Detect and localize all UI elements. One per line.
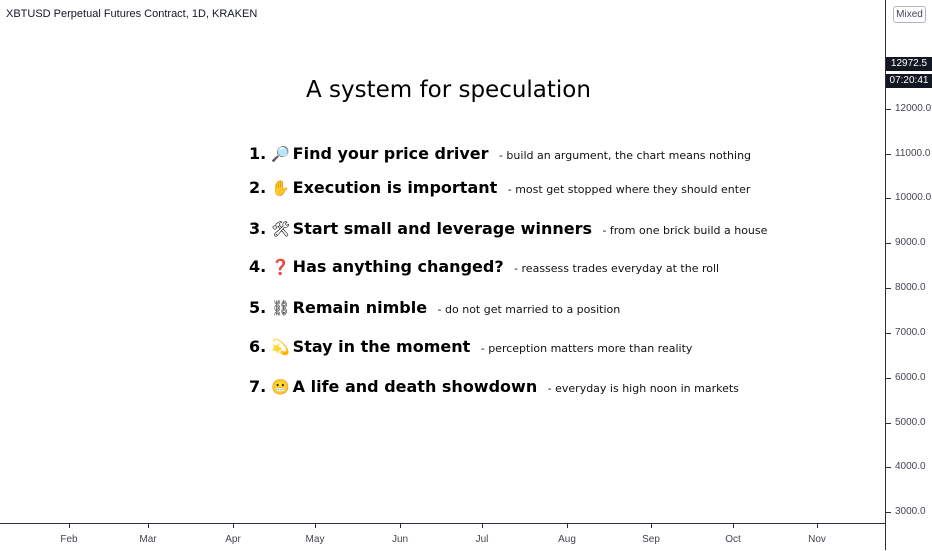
countdown-tag: 07:20:41 (886, 74, 932, 88)
list-item (249, 257, 719, 277)
item-note: - build an argument, the chart means nothing (498, 149, 752, 162)
item-note: - perception matters more than reality (480, 342, 693, 355)
price-tick (886, 154, 891, 155)
note-title: A system for speculation (306, 77, 591, 103)
item-note: - reassess trades everyday at the roll (514, 262, 720, 275)
price-tick (886, 243, 891, 244)
price-label: 3000.0 (895, 506, 926, 517)
list-item (249, 219, 767, 239)
dizzy-icon: 💫 (271, 339, 291, 356)
item-note: - everyday is high noon in markets (547, 382, 739, 395)
time-tick (233, 524, 234, 528)
item-number: 6. (249, 337, 267, 356)
time-label: Jul (475, 534, 489, 545)
time-label: Sep (642, 534, 660, 545)
time-label: Feb (60, 534, 78, 545)
list-item (249, 178, 750, 198)
item-main: Execution is important (292, 178, 498, 197)
item-number: 5. (249, 298, 267, 317)
time-label: Apr (225, 534, 241, 545)
price-label: 11000.0 (895, 148, 931, 159)
item-main: Remain nimble (292, 298, 428, 317)
price-tick (886, 512, 891, 513)
time-label: Aug (558, 534, 576, 545)
price-tick (886, 333, 891, 334)
list-item (249, 337, 692, 357)
item-main: Find your price driver (292, 144, 489, 163)
price-tick (886, 198, 891, 199)
price-tick (886, 467, 891, 468)
price-label: 4000.0 (895, 461, 926, 472)
magnifier-icon: 🔎 (271, 146, 291, 163)
item-main: A life and death showdown (292, 377, 538, 396)
item-number: 2. (249, 178, 267, 197)
current-price-tag: 12972.5 (886, 57, 932, 71)
time-label: May (305, 534, 325, 545)
price-tick (886, 109, 891, 110)
time-tick (651, 524, 652, 528)
item-main: Has anything changed? (292, 257, 504, 276)
time-label: Oct (725, 534, 741, 545)
item-number: 1. (249, 144, 267, 163)
time-label: Jun (391, 534, 409, 545)
price-label: 9000.0 (895, 237, 926, 248)
price-label: 10000.0 (895, 192, 932, 203)
price-tick (886, 423, 891, 424)
time-tick (733, 524, 734, 528)
scale-mode-button[interactable]: Mixed (893, 6, 926, 23)
tools-icon: 🛠 (271, 221, 291, 238)
chain-icon: ⛓ (271, 300, 291, 317)
time-tick (400, 524, 401, 528)
item-main: Start small and leverage winners (292, 219, 592, 238)
item-note: - from one brick build a house (602, 224, 768, 237)
time-tick (148, 524, 149, 528)
price-label: 5000.0 (895, 417, 926, 428)
time-tick (69, 524, 70, 528)
grimace-icon: 😬 (271, 379, 291, 396)
time-tick (482, 524, 483, 528)
item-main: Stay in the moment (292, 337, 471, 356)
hand-icon: ✋ (271, 180, 291, 197)
price-tick (886, 378, 891, 379)
item-number: 3. (249, 219, 267, 238)
item-note: - do not get married to a position (437, 303, 621, 316)
time-label: Nov (808, 534, 826, 545)
symbol-title[interactable]: XBTUSD Perpetual Futures Contract, 1D, KRAKEN (6, 8, 258, 20)
item-number: 7. (249, 377, 267, 396)
item-note: - most get stopped where they should enter (507, 183, 751, 196)
price-label: 8000.0 (895, 282, 926, 293)
list-item (249, 377, 739, 397)
time-tick (315, 524, 316, 528)
time-tick (817, 524, 818, 528)
list-item (249, 144, 751, 164)
item-number: 4. (249, 257, 267, 276)
time-axis[interactable] (0, 523, 885, 551)
time-tick (567, 524, 568, 528)
price-label: 12000.0 (895, 103, 932, 114)
price-label: 6000.0 (895, 372, 926, 383)
price-tick (886, 288, 891, 289)
price-label: 7000.0 (895, 327, 926, 338)
time-label: Mar (139, 534, 157, 545)
question-icon: ❓ (271, 259, 291, 276)
list-item (249, 298, 620, 318)
